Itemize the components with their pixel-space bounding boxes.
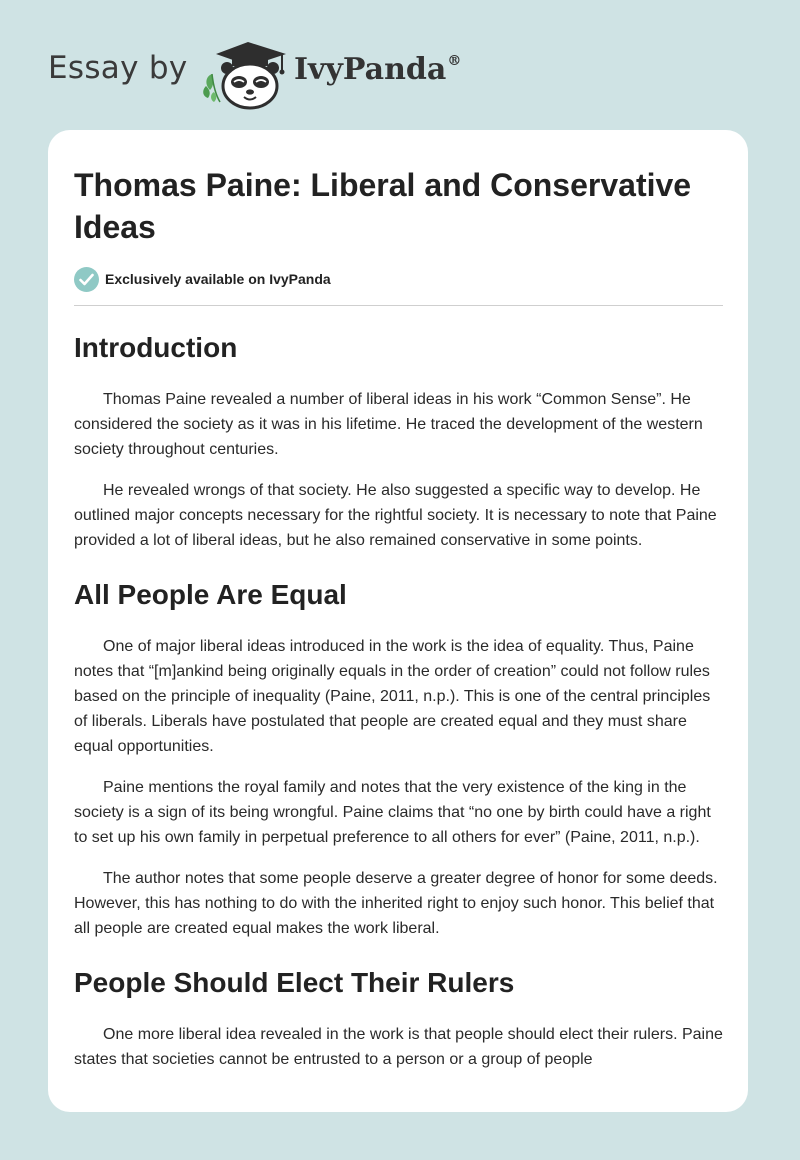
article-title: Thomas Paine: Liberal and Conservative Ideas <box>74 167 692 245</box>
paragraph: Thomas Paine revealed a number of liberal ideas in his work “Common Sense”. He considered the society as it was in his lifetime. He traced the development of the western society throughout centuries. <box>74 391 703 458</box>
paragraph: One of major liberal ideas introduced in the work is the idea of equality. Thus, Paine notes that “[m]ankind being originally equals in the order of creation” could not follow rules based on the principle of inequality (Paine, 2011, n.p.). This is one of the central principles of liberals. Liberals have postulated that people are created equal and they must share equal opportunities. <box>74 638 711 755</box>
section-heading-introduction: Introduction <box>74 332 238 363</box>
article-body <box>74 164 723 1072</box>
section-heading-all-people-are-equal: All People Are Equal <box>74 579 347 610</box>
paragraph: One more liberal idea revealed in the work is that people should elect their rulers. Paine states that societies cannot be entrusted to a person or a group of people <box>74 1026 723 1068</box>
section-heading-people-should-elect-their-rulers: People Should Elect Their Rulers <box>74 967 515 998</box>
paragraph: He revealed wrongs of that society. He also suggested a specific way to develop. He outlined major concepts necessary for the rightful society. It is necessary to note that Paine provided a lot of liberal ideas, but he also remained conservative in some points. <box>74 482 717 549</box>
check-circle-icon <box>74 267 99 292</box>
brand-name-text: IvyPanda <box>294 52 447 87</box>
brand-name[interactable] <box>294 52 461 87</box>
exclusive-badge <box>74 266 723 292</box>
site-header <box>0 0 800 130</box>
registered-mark: ® <box>447 53 462 69</box>
panda-logo-icon[interactable] <box>200 36 296 110</box>
paragraph: Paine mentions the royal family and notes that the very existence of the king in the society is a sign of its being wrongful. Paine claims that “no one by birth could have a right to set up his own family in perpetual preference to all others for ever” (Paine, 2011, n.p.). <box>74 779 711 846</box>
paragraph: The author notes that some people deserve a greater degree of honor for some deeds. However, this has nothing to do with the inherited right to enjoy such honor. This belief that all people are created equal makes the work liberal. <box>74 870 718 937</box>
brand-prefix: Essay by <box>48 50 188 86</box>
article-card <box>48 130 748 1112</box>
exclusive-label: Exclusively available on IvyPanda <box>105 271 331 287</box>
divider <box>74 305 723 306</box>
